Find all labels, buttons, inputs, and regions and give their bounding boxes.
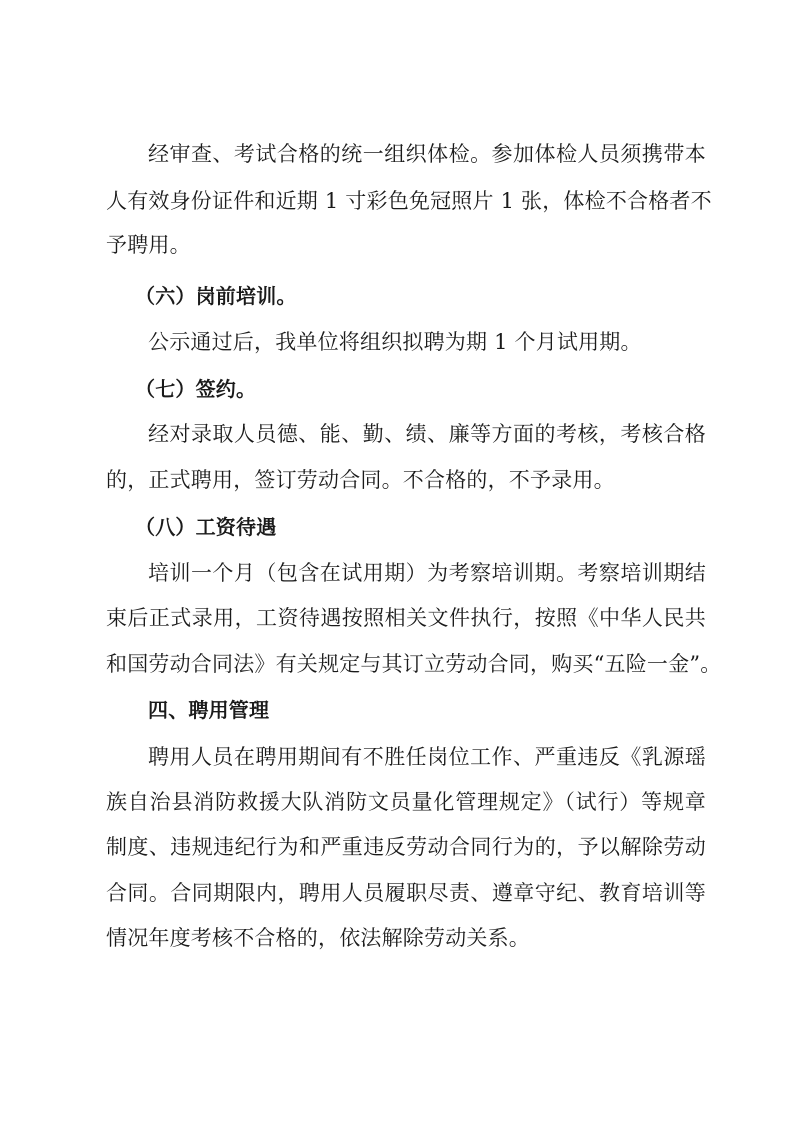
section-heading-salary: （八）工资待遇 [135,515,277,539]
paragraph-line: 聘用人员在聘用期间有不胜任岗位工作、严重违反《乳源瑶 [148,745,706,769]
paragraph-line: 束后正式录用，工资待遇按照相关文件执行，按照《中华人民共 [106,606,706,630]
paragraph-line: 经对录取人员德、能、勤、绩、廉等方面的考核，考核合格 [148,422,706,446]
paragraph-line: 培训一个月（包含在试用期）为考察培训期。考察培训期结 [148,561,706,585]
paragraph-line: 族自治县消防救援大队消防文员量化管理规定》（试行）等规章 [106,790,706,814]
paragraph-line: 经审查、考试合格的统一组织体检。参加体检人员须携带本 [148,142,706,166]
section-heading-management: 四、聘用管理 [148,698,270,722]
paragraph-line: 和国劳动合同法》有关规定与其订立劳动合同，购买“五险一金”。 [106,652,722,676]
paragraph-line: 予聘用。 [106,233,191,257]
paragraph-line: 的，正式聘用，签订劳动合同。不合格的，不予录用。 [106,468,615,492]
section-heading-training: （六）岗前培训。 [135,284,297,308]
paragraph-line: 情况年度考核不合格的，依法解除劳动关系。 [106,926,530,950]
paragraph-line: 人有效身份证件和近期 1 寸彩色免冠照片 1 张，体检不合格者不 [106,189,712,213]
paragraph-line: 制度、违规违纪行为和严重违反劳动合同行为的，予以解除劳动 [106,835,706,859]
section-heading-contract: （七）签约。 [135,377,257,401]
paragraph-line: 合同。合同期限内，聘用人员履职尽责、遵章守纪、教育培训等 [106,881,706,905]
paragraph-line: 公示通过后，我单位将组织拟聘为期 1 个月试用期。 [148,330,642,354]
